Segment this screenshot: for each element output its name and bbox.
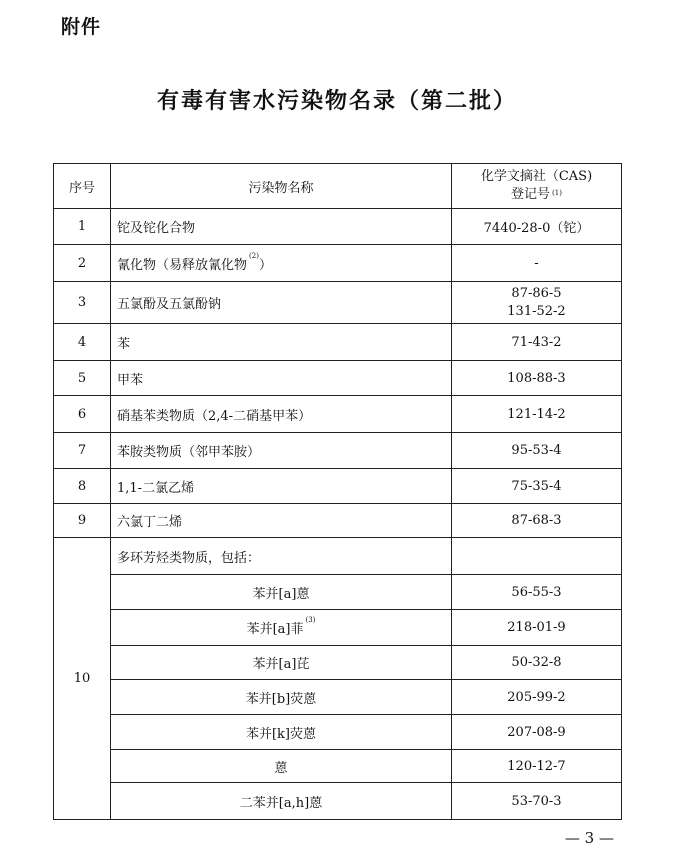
group-name: 多环芳烃类物质，包括： xyxy=(111,538,452,575)
row-cas: 95-53-4 xyxy=(452,433,622,469)
table-row xyxy=(54,282,622,324)
table-row xyxy=(54,715,622,750)
table-header-row xyxy=(54,164,622,209)
table-row xyxy=(54,245,622,282)
document-title: 有毒有害水污染物名录（第二批） xyxy=(156,89,517,114)
row-seq: 1 xyxy=(54,209,111,245)
sub-name: 苯并[a]蒽 xyxy=(111,575,452,610)
table-row xyxy=(54,324,622,361)
sub-cas: 120-12-7 xyxy=(452,750,622,783)
table-row xyxy=(54,209,622,245)
row-cas: 75-35-4 xyxy=(452,469,622,504)
table-row xyxy=(54,646,622,680)
row-cas: 121-14-2 xyxy=(452,396,622,433)
group-cas xyxy=(452,538,622,575)
row-cas: 71-43-2 xyxy=(452,324,622,361)
group-seq: 10 xyxy=(54,538,111,820)
table-row xyxy=(54,361,622,396)
sub-cas: 218-01-9 xyxy=(452,610,622,646)
page-number: — 3 — xyxy=(564,829,614,847)
row-name: 六氯丁二烯 xyxy=(111,504,452,538)
sub-name: 蒽 xyxy=(111,750,452,783)
header-name: 污染物名称 xyxy=(111,164,452,209)
row-cas: - xyxy=(452,245,622,282)
footnote-marker: (2) xyxy=(249,251,259,260)
table-row xyxy=(54,396,622,433)
sub-cas: 56-55-3 xyxy=(452,575,622,610)
sub-cas: 50-32-8 xyxy=(452,646,622,680)
table-row xyxy=(54,433,622,469)
row-name: 苯 xyxy=(111,324,452,361)
row-seq: 4 xyxy=(54,324,111,361)
row-name: 铊及铊化合物 xyxy=(111,209,452,245)
sub-name: 二苯并[a,h]蒽 xyxy=(111,783,452,820)
pollutant-table xyxy=(53,163,622,820)
sub-name: 苯并[k]荧蒽 xyxy=(111,715,452,750)
row-seq: 5 xyxy=(54,361,111,396)
sub-cas: 207-08-9 xyxy=(452,715,622,750)
row-name: 硝基苯类物质（2,4-二硝基甲苯） xyxy=(111,396,452,433)
row-cas-line2: 131-52-2 xyxy=(507,303,566,319)
row-name: 甲苯 xyxy=(111,361,452,396)
table-row xyxy=(54,538,622,575)
row-cas xyxy=(452,282,622,324)
row-seq: 2 xyxy=(54,245,111,282)
table-row xyxy=(54,610,622,646)
sub-name: 苯并[b]荧蒽 xyxy=(111,680,452,715)
table-row xyxy=(54,575,622,610)
sub-cas: 53-70-3 xyxy=(452,783,622,820)
header-cas-line2: 登记号 $^{(1)}$ xyxy=(511,187,562,202)
row-cas-line1: 87-86-5 xyxy=(511,285,562,301)
row-name: 1,1-二氯乙烯 xyxy=(111,469,452,504)
row-cas: 87-68-3 xyxy=(452,504,622,538)
sub-name: 苯并[a]芘 xyxy=(111,646,452,680)
footnote-marker: (3) xyxy=(305,616,316,624)
row-seq: 9 xyxy=(54,504,111,538)
row-name: 氰化物（易释放氰化物$^{(2)}$） xyxy=(111,245,452,282)
row-cas: 108-88-3 xyxy=(452,361,622,396)
table-row xyxy=(54,783,622,820)
table-row xyxy=(54,469,622,504)
table-row xyxy=(54,504,622,538)
row-name: 五氯酚及五氯酚钠 xyxy=(111,282,452,324)
header-cas-line1: 化学文摘社（CAS) xyxy=(480,169,593,184)
attachment-label: 附件 xyxy=(61,16,102,38)
sub-name: 苯并[a]菲$^{(3)}$ xyxy=(111,610,452,646)
row-name: 苯胺类物质（邻甲苯胺） xyxy=(111,433,452,469)
header-seq: 序号 xyxy=(54,164,111,209)
table-row xyxy=(54,750,622,783)
footnote-marker: (1) xyxy=(552,189,562,197)
row-seq: 8 xyxy=(54,469,111,504)
row-seq: 3 xyxy=(54,282,111,324)
table-row xyxy=(54,680,622,715)
header-cas xyxy=(452,164,622,209)
row-cas: 7440-28-0（铊） xyxy=(452,209,622,245)
row-seq: 6 xyxy=(54,396,111,433)
row-seq: 7 xyxy=(54,433,111,469)
sub-cas: 205-99-2 xyxy=(452,680,622,715)
